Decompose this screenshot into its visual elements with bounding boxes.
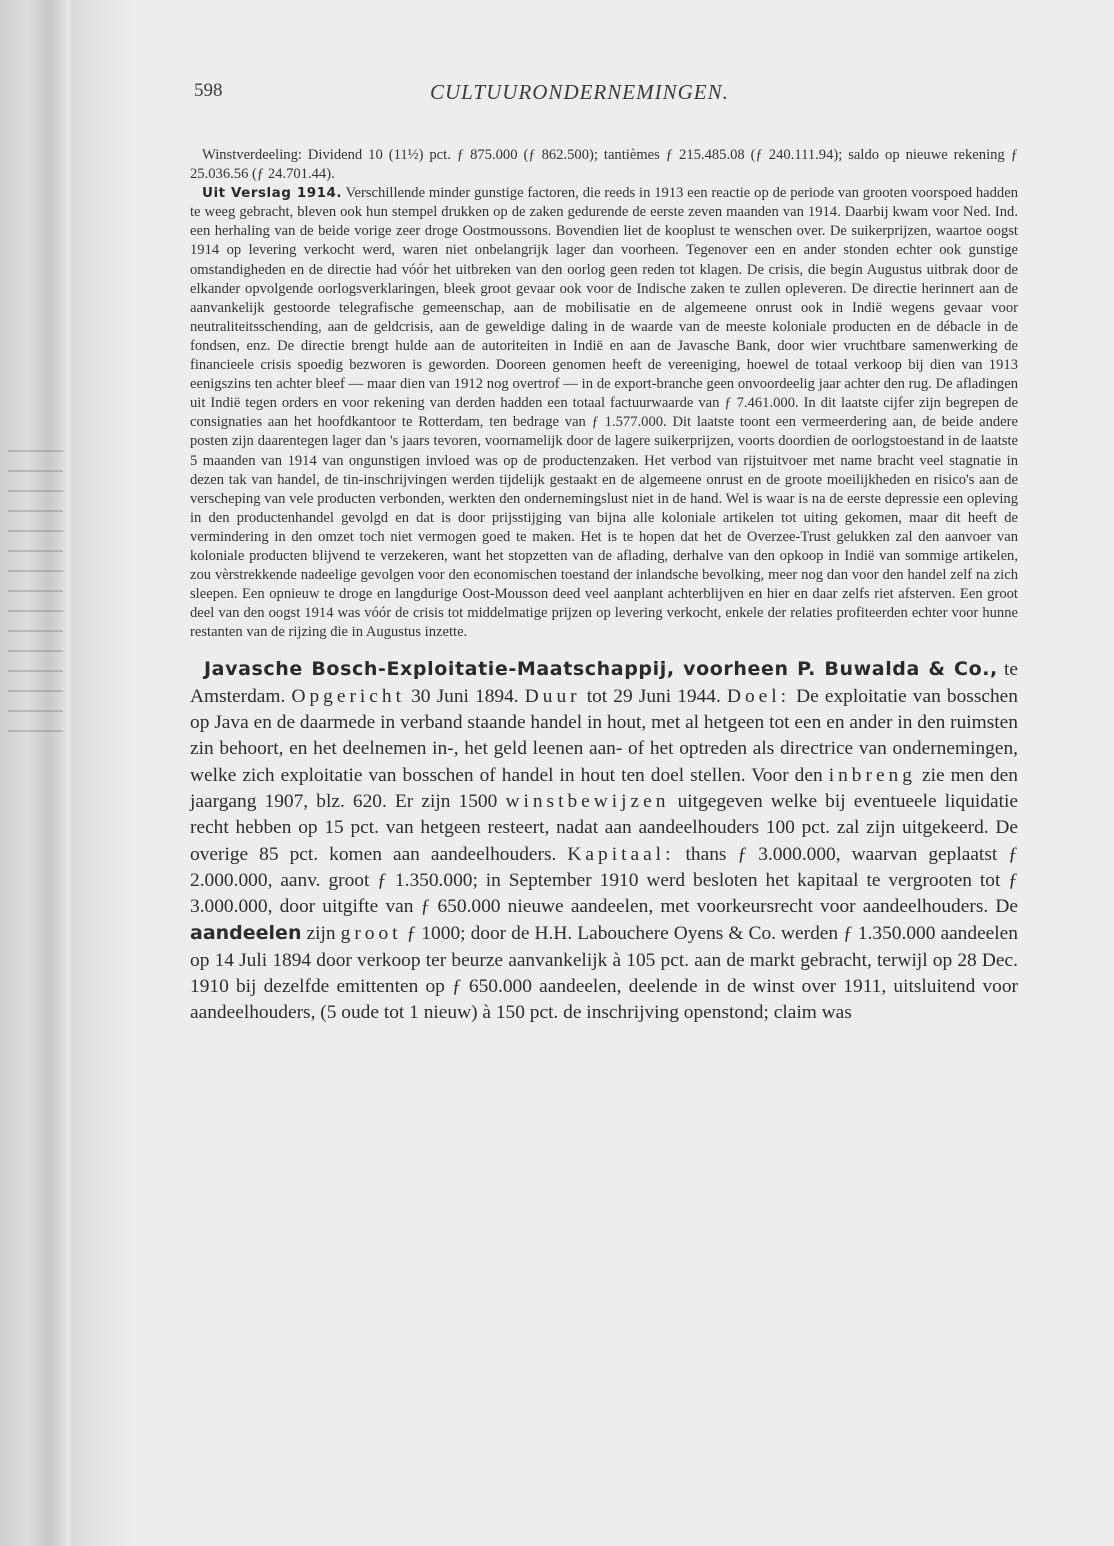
verslag-lead: Uit Verslag 1914. xyxy=(202,185,343,202)
winstbewijzen-text: uitgegeven welke bij eventueele liquidatie recht hebben op 15 pct. van hetgeen resteert, nadat aan aandeelhouders 100 pct. zal zijn uitgekeerd. De overige 85 pct. komen aan aandeelhouders. xyxy=(190,790,1019,865)
running-head xyxy=(190,76,1018,116)
company-name: Javasche Bosch-Exploitatie-Maatschappij, voorheen P. Buwalda & Co., xyxy=(204,658,998,681)
company-entry-paragraph xyxy=(190,656,1018,1026)
gutter-shadow xyxy=(70,0,130,1546)
kapitaal-label: Kapitaal: xyxy=(567,843,675,865)
book-spine xyxy=(0,0,70,1546)
winstbewijzen-label: winstbewijzen xyxy=(505,790,670,812)
duur-value: tot 29 Juni 1944. xyxy=(586,685,721,707)
inbreng-label: inbreng xyxy=(828,764,916,786)
aandeelen-text-1: zijn xyxy=(306,923,336,945)
aandeelen-text-2: ƒ 1000; door de H.H. Labouchere Oyens & Co. werden ƒ 1.350.000 aandeelen op 14 Juli 1894 door verkoop ter beurze aanvankelijk à 105 pct. aan de markt gebracht, terwijl op 28 Dec. 1910 bij dezelfde emittenten op ƒ 650.000 aandeelen, deelende in de winst over 1911, uitsluitend voor aandeelhouders, (5 oude tot 1 nieuw) à 150 pct. de inschrijving openstond; claim was xyxy=(190,923,1018,1024)
page xyxy=(190,76,1018,1027)
opgericht-label: Opgericht xyxy=(291,685,405,707)
spine-bleedthrough xyxy=(8,450,63,750)
inbreng-text: zie men den jaargang 1907, blz. 620. Er zijn 1500 xyxy=(190,764,1018,812)
company-entry xyxy=(190,656,1018,1026)
verslag-text: Verschillende minder gunstige factoren, die reeds in 1913 een reactie op de periode van grooten voorspoed hadden te weeg gebracht, bleven ook hun stempel drukken op de zaken gedurende de eerste zeven maanden van 1914. Daarbij kwam voor Ned. Ind. een herhaling van de beide vorige zeer droge Oostmoussons. Bovendien liet de kooplust te wenschen over. De suikerprijzen, waartoe oogst 1914 op levering verkocht werd, waren niet onbelangrijk lager dan voorheen. Tegenover een en ander stonden echter ook gunstige omstandigheden en de directie had vóór het uitbreken van den oorlog geen reden tot klagen. De crisis, die begin Augustus uitbrak door de elkander opvolgende oorlogsverklaringen, bleek groot gevaar ook voor de Indische zaken te zullen opleveren. De directie herinnert aan de aanvankelijk gestoorde telegrafische gemeenschap, aan de mobilisatie en de algemeene onrust ook in Indië wegens gevaar voor neutraliteitsschending, aan de geldcrisis, aan de geweldige daling in de waarde van de meeste koloniale producten en de débacle in de fondsen, enz. De directie brengt hulde aan de autoriteiten in Indië en aan de Javasche Bank, door wier vruchtbare samenwerking de financieele crisis spoedig bezworen is geworden. Dooreen genomen heeft de vereeniging, hoewel de totaal verkoop bij dien van 1913 eenigszins ten achter bleef — maar dien van 1912 nog overtrof — in de export-branche geen onvoordeelig jaar achter den rug. De afladingen uit Indië tegen orders en voor rekening van derden hadden een totaal factuurwaarde van ƒ 7.461.000. In dit laatste cijfer zijn begrepen de consignaties aan het hoofdkantoor te Rotterdam, ten bedrage van ƒ 1.577.000. Dit laatste toont een vermeerdering aan, de beide andere posten zijn daarentegen lager dan 's jaars tevoren, voornamelijk door de lagere suikerprijzen, voorts doordien de oorlogstoestand in de laatste 5 maanden van 1914 van ongunstigen invloed was op de productenzaken. Het verbod van rijstuitvoer met name bracht veel stagnatie in dezen tak van handel, de tin-inschrijvingen werden tijdelijk gestaakt en de algemeene onrust en de groote moeilijkheden en risico's aan de verscheping van vele producten verbonden, werkten den ondernemingslust niet in de hand. Wel is waar is na de eerste depressie een opleving in den productenhandel gevolgd en dat is door prijsstijging van bijna alle koloniale artikelen tot uiting gekomen, maar dit heeft de vermindering in den omzet toch niet vermogen goed te maken. Het is te hopen dat het de Overzee-Trust gelukken zal den aanvoer van koloniale producten blijvend te verzekeren, want het stopzetten van de aflading, derhalve van den opkoop in Indië van sommige artikelen, zou vèrstrekkende nadeelige gevolgen voor den economischen toestand der inlandsche bevolking, meer nog dan voor den handel zelf na zich sleepen. Een opnieuw te droge en langdurige Oost-Mousson deed veel aanplant achterblijven en hier en daar zelfs riet afsterven. Een groot deel van den oogst 1914 was vóór de crisis tot middelmatige prijzen op levering verkocht, enkele der relaties profiteerden echter voor hunne restanten van de rijzing die in Augustus inzette. xyxy=(190,185,1018,641)
verslag-paragraph xyxy=(190,184,1018,642)
opgericht-value: 30 Juni 1894. xyxy=(411,685,519,707)
doel-label: Doel: xyxy=(726,685,791,707)
page-number: 598 xyxy=(194,80,223,101)
aandeelen-label: aandeelen xyxy=(190,922,302,945)
duur-label: Duur xyxy=(524,685,581,707)
previous-entry-continuation xyxy=(190,146,1018,642)
running-head-title: CULTUURONDERNEMINGEN. xyxy=(430,80,729,104)
doel-text: De exploitatie van bosschen op Java en de daarmede in verband staande handel in hout, met al hetgeen tot een en ander in den ruimsten zin behoort, en het deelnemen in-, het geld leenen aan- of het optreden als directrice van ondernemingen, welke zich exploitatie van bosschen of handel in hout ten doel stellen. Voor den xyxy=(190,685,1018,786)
company-location: te Amsterdam. xyxy=(190,659,1018,707)
winstverdeeling-paragraph: Winstverdeeling: Dividend 10 (11½) pct. ƒ 875.000 (ƒ 862.500); tantièmes ƒ 215.485.08 (ƒ 240.111.94); saldo op nieuwe rekening ƒ 25.036.56 (ƒ 24.701.44). xyxy=(190,147,1018,183)
kapitaal-text: thans ƒ 3.000.000, waarvan geplaatst ƒ 2.000.000, aanv. groot ƒ 1.350.000; in September 1910 werd besloten het kapitaal te vergrooten tot ƒ 3.000.000, door uitgifte van ƒ 650.000 nieuwe aandeelen, met voorkeursrecht voor aandeelhouders. De xyxy=(190,843,1018,918)
groot-label: groot xyxy=(340,923,402,945)
